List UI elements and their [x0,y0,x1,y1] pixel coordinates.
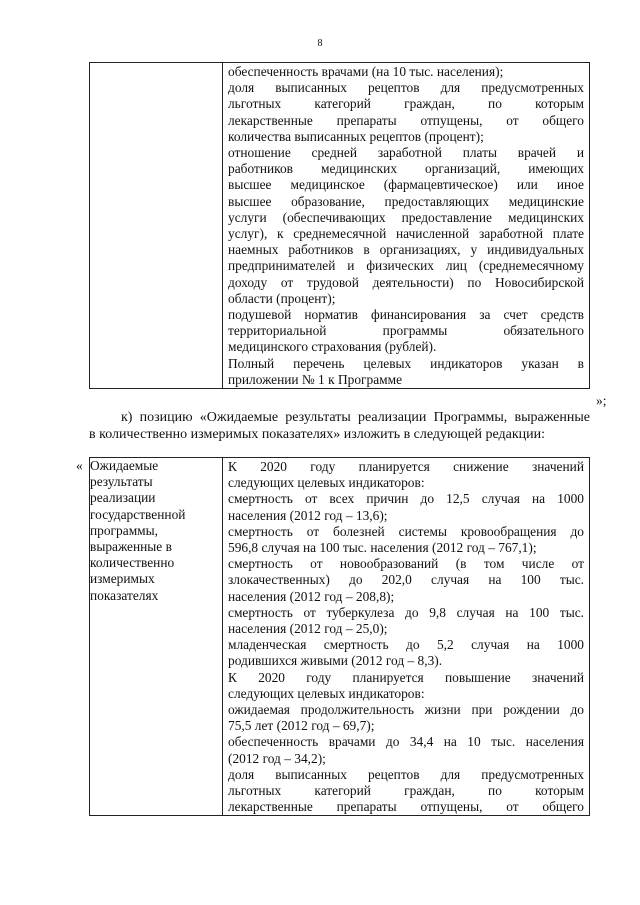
text-line: льготных категорий граждан, по которым [228,96,584,112]
text-line: злокачественных) до 202,0 случая на 100 тыс. [228,572,584,588]
text-line: высшее образование, предоставляющих медицинские [228,193,584,209]
label-line: выраженные в [90,539,172,555]
page-number: 8 [317,38,323,49]
indicators-cell [223,63,590,389]
text-line: высшее медицинское (фармацевтическое) или иное [228,177,584,193]
label-line: реализации [90,490,156,506]
expected-results-label [90,458,222,604]
label-line: количественно [90,555,175,571]
text-line: отношение средней заработной платы врачей и [228,145,584,161]
text-line: 596,8 случая на 100 тыс. населения (2012 год – 767,1); [228,540,537,556]
text-line: населения (2012 год – 25,0); [228,621,388,637]
closing-quote: »; [596,393,607,408]
text-line: смертность от болезней системы кровообращения до [228,523,584,539]
label-line: государственной [90,506,186,522]
text-line: следующих целевых индикаторов: [228,685,425,701]
text-line: обеспеченность врачами (на 10 тыс. населения); [228,64,504,79]
text-line: 75,5 лет (2012 год – 69,7); [228,718,375,734]
text-line: К 2020 году планируется снижение значений [228,459,584,474]
body-line-1: к) позицию «Ожидаемые результаты реализации Программы, выраженные [121,410,590,425]
text-line: смертность от туберкулеза до 9,8 случая на 100 тыс. [228,604,584,620]
expected-results-text [223,458,589,815]
text-line: медицинского страхования (рублей). [228,339,437,355]
opening-quote: « [76,458,83,473]
text-line: ожидаемая продолжительность жизни при рождении до [228,702,584,718]
continuation-table [89,62,590,389]
text-line: лекарственные препараты отпущены, от общего [228,799,584,815]
label-line: показателях [90,587,159,603]
label-line: результаты [90,474,153,490]
text-line: (2012 год – 34,2); [228,750,326,766]
text-line: области (процент); [228,290,336,306]
table-row [90,63,590,389]
indicators-text [223,63,589,388]
empty-label-cell [90,63,223,389]
text-line: территориальной программы обязательного [228,323,584,339]
text-line: наемных работников в организациях, у индивидуальных [228,242,584,258]
text-line: предпринимателей и физических лиц (среднемесячному [228,258,584,274]
text-line: работников медицинских организаций, имеющих [228,161,584,177]
text-line: населения (2012 год – 13,6); [228,507,388,523]
text-line: младенческая смертность до 5,2 случая на 1000 [228,637,584,653]
label-line: программы, [90,522,158,538]
text-line: приложении № 1 к Программе [228,371,403,387]
body-paragraph [89,410,590,443]
text-line: населения (2012 год – 208,8); [228,588,395,604]
label-line: Ожидаемые [90,458,159,473]
label-line: измеримых [90,571,155,587]
expected-results-cell [223,458,590,816]
text-line: смертность от всех причин до 12,5 случая на 1000 [228,491,584,507]
text-line: родившихся живыми (2012 год – 8,3). [228,653,443,669]
text-line: подушевой норматив финансирования за счет средств [228,307,584,323]
text-line: К 2020 году планируется повышение значений [228,669,584,685]
text-line: лекарственные препараты отпущены, от общего [228,112,584,128]
text-line: количества выписанных рецептов (процент); [228,128,484,144]
text-line: следующих целевых индикаторов: [228,475,425,491]
text-line: доля выписанных рецептов для предусмотренных [228,80,584,96]
text-line: обеспеченность врачами до 34,4 на 10 тыс. населения [228,734,584,750]
text-line: услуг), к среднемесячной начисленной заработной плате [228,226,584,242]
table-row [90,458,590,816]
text-line: Полный перечень целевых индикаторов указан в [228,355,584,371]
text-line: смертность от новообразований (в том числе от [228,556,584,572]
text-line: услуги (обеспечивающих предоставление медицинских [228,209,584,225]
expected-results-label-cell [90,458,223,816]
text-line: доходу от трудовой деятельности) по Новосибирской [228,274,584,290]
text-line: льготных категорий граждан, по которым [228,783,584,799]
text-line: доля выписанных рецептов для предусмотренных [228,766,584,782]
expected-results-table [89,457,590,816]
body-line-2: в количественно измеримых показателях» изложить в следующей редакции: [89,426,546,442]
